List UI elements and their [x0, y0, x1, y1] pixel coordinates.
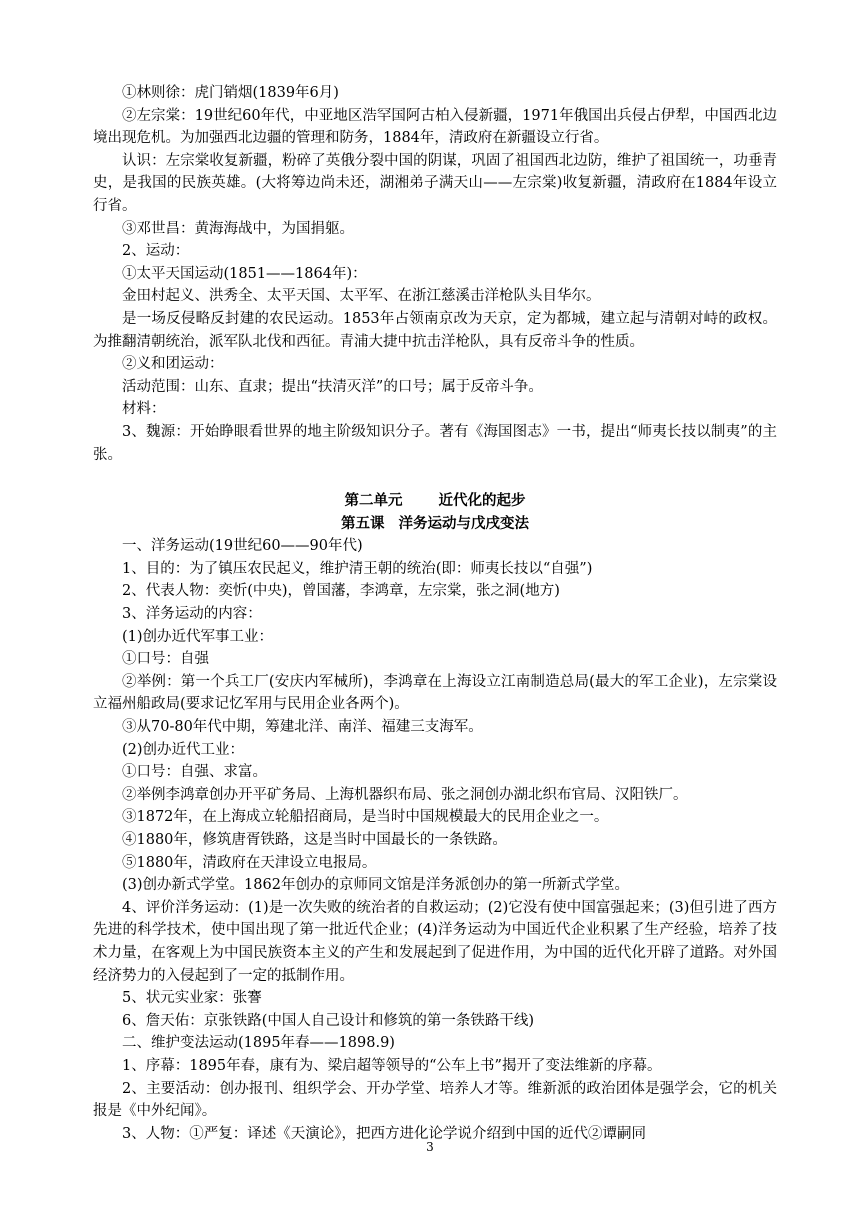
document-body	[93, 82, 777, 1145]
paragraph: 1、目的：为了镇压农民起义，维护清王朝的统治(即：师夷长技以“自强”)	[122, 560, 593, 577]
paragraph: 2、运动：	[122, 243, 190, 260]
paragraph: ①林则徐：虎门销烟(1839年6月)	[122, 85, 339, 101]
paragraph: ④1880年，修筑唐胥铁路，这是当时中国最长的一条铁路。	[122, 832, 507, 848]
lesson-heading	[93, 513, 777, 536]
paragraph: ②左宗棠：19世纪60年代，中亚地区浩罕国阿古柏入侵新疆，1971年俄国出兵侵占伊犁，中国西北边境出现危机。为加强西北边疆的管理和防务，1884年，清政府在新疆设立行省。	[93, 107, 777, 147]
section-unit-one-continued	[93, 82, 777, 466]
paragraph: 5、状元实业家：张謇	[122, 990, 262, 1007]
paragraph: 二、维护变法运动(1895年春——1898.9)	[122, 1035, 395, 1052]
paragraph: (1)创办近代军事工业：	[122, 628, 274, 645]
paragraph: ②举例：第一个兵工厂(安庆内军械所)，李鸿章在上海设立江南制造总局(最大的军工企业)，左宗棠设立福州船政局(要求记忆军用与民用企业各两个)。	[93, 673, 777, 713]
paragraph: ②义和团运动：	[122, 356, 224, 373]
paragraph: 2、主要活动：创办报刊、组织学会、开办学堂、培养人才等。维新派的政治团体是强学会，它的机关报是《中外纪闻》。	[93, 1080, 777, 1120]
paragraph: ⑤1880年，清政府在天津设立电报局。	[122, 854, 377, 871]
paragraph: 金田村起义、洪秀全、太平天国、太平军、在浙江慈溪击洋枪队头目华尔。	[122, 288, 601, 305]
paragraph: ③1872年，在上海成立轮船招商局，是当时中国规模最大的民用企业之一。	[122, 809, 609, 826]
paragraph: ①口号：自强	[122, 651, 209, 668]
paragraph: 2、代表人物：奕忻(中央)，曾国藩，李鸿章，左宗棠，张之洞(地方)	[122, 583, 560, 600]
paragraph: 认识：左宗棠收复新疆，粉碎了英俄分裂中国的阴谋，巩固了祖国西北边防，维护了祖国统一，功垂青史，是我国的民族英雄。(大将筹边尚未还，湖湘弟子满天山——左宗棠)收复新疆，清政府在1884年设立行省。	[93, 152, 777, 214]
paragraph: 一、洋务运动(19世纪60——90年代)	[122, 538, 363, 555]
page-number: 3	[426, 1140, 434, 1154]
paragraph: ③从70-80年代中期，筹建北洋、南洋、福建三支海军。	[122, 719, 483, 736]
unit-heading	[93, 490, 777, 513]
paragraph: (3)创办新式学堂。1862年创办的京师同文馆是洋务派创办的第一所新式学堂。	[122, 877, 629, 894]
paragraph: 活动范围：山东、直隶；提出“扶清灭洋”的口号；属于反帝斗争。	[122, 378, 543, 395]
lesson-title: 洋务运动与戊戌变法	[398, 515, 529, 532]
unit-title: 近代化的起步	[438, 493, 526, 510]
paragraph: 1、序幕：1895年春，康有为、梁启超等领导的“公车上书”揭开了变法维新的序幕。	[122, 1057, 662, 1074]
paragraph: ②举例李鸿章创办开平矿务局、上海机器织布局、张之洞创办湖北织布官局、汉阳铁厂。	[122, 786, 688, 803]
paragraph: 3、洋务运动的内容：	[122, 606, 262, 623]
unit-number: 第二单元	[344, 493, 403, 510]
paragraph: 6、詹天佑：京张铁路(中国人自己设计和修筑的第一条铁路干线)	[122, 1012, 535, 1029]
paragraph: ①口号：自强、求富。	[122, 764, 267, 781]
paragraph: ③邓世昌：黄海海战中，为国捐躯。	[122, 220, 354, 237]
paragraph: 3、人物：①严复：译述《天演论》，把西方进化论学说介绍到中国的近代②谭嗣同	[122, 1125, 646, 1142]
paragraph: 是一场反侵略反封建的农民运动。1853年占领南京改为天京，定为都城，建立起与清朝对峙的政权。为推翻清朝统治，派军队北伐和西征。青浦大捷中抗击洋枪队，具有反帝斗争的性质。	[93, 310, 777, 350]
paragraph: 4、评价洋务运动：(1)是一次失败的统治者的自救运动；(2)它没有使中国富强起来；(3)但引进了西方先进的科学技术，使中国出现了第一批近代企业；(4)洋务运动为中国近代企业积累了生产经验，培养了技术力量，在客观上为中国民族资本主义的产生和发展起到了促进作用，为中国的近代化开辟了道路。对外国经济势力的入侵起到了一定的抵制作用。	[93, 899, 777, 984]
lesson-number: 第五课	[341, 515, 385, 532]
paragraph: (2)创办近代工业：	[122, 741, 245, 758]
paragraph: 3、魏源：开始睁眼看世界的地主阶级知识分子。著有《海国图志》一书，提出“师夷长技以制夷”的主张。	[93, 423, 777, 463]
paragraph: ①太平天国运动(1851——1864年)：	[122, 265, 367, 282]
paragraph: 材料：	[122, 401, 166, 418]
section-lesson-five	[93, 535, 777, 1145]
